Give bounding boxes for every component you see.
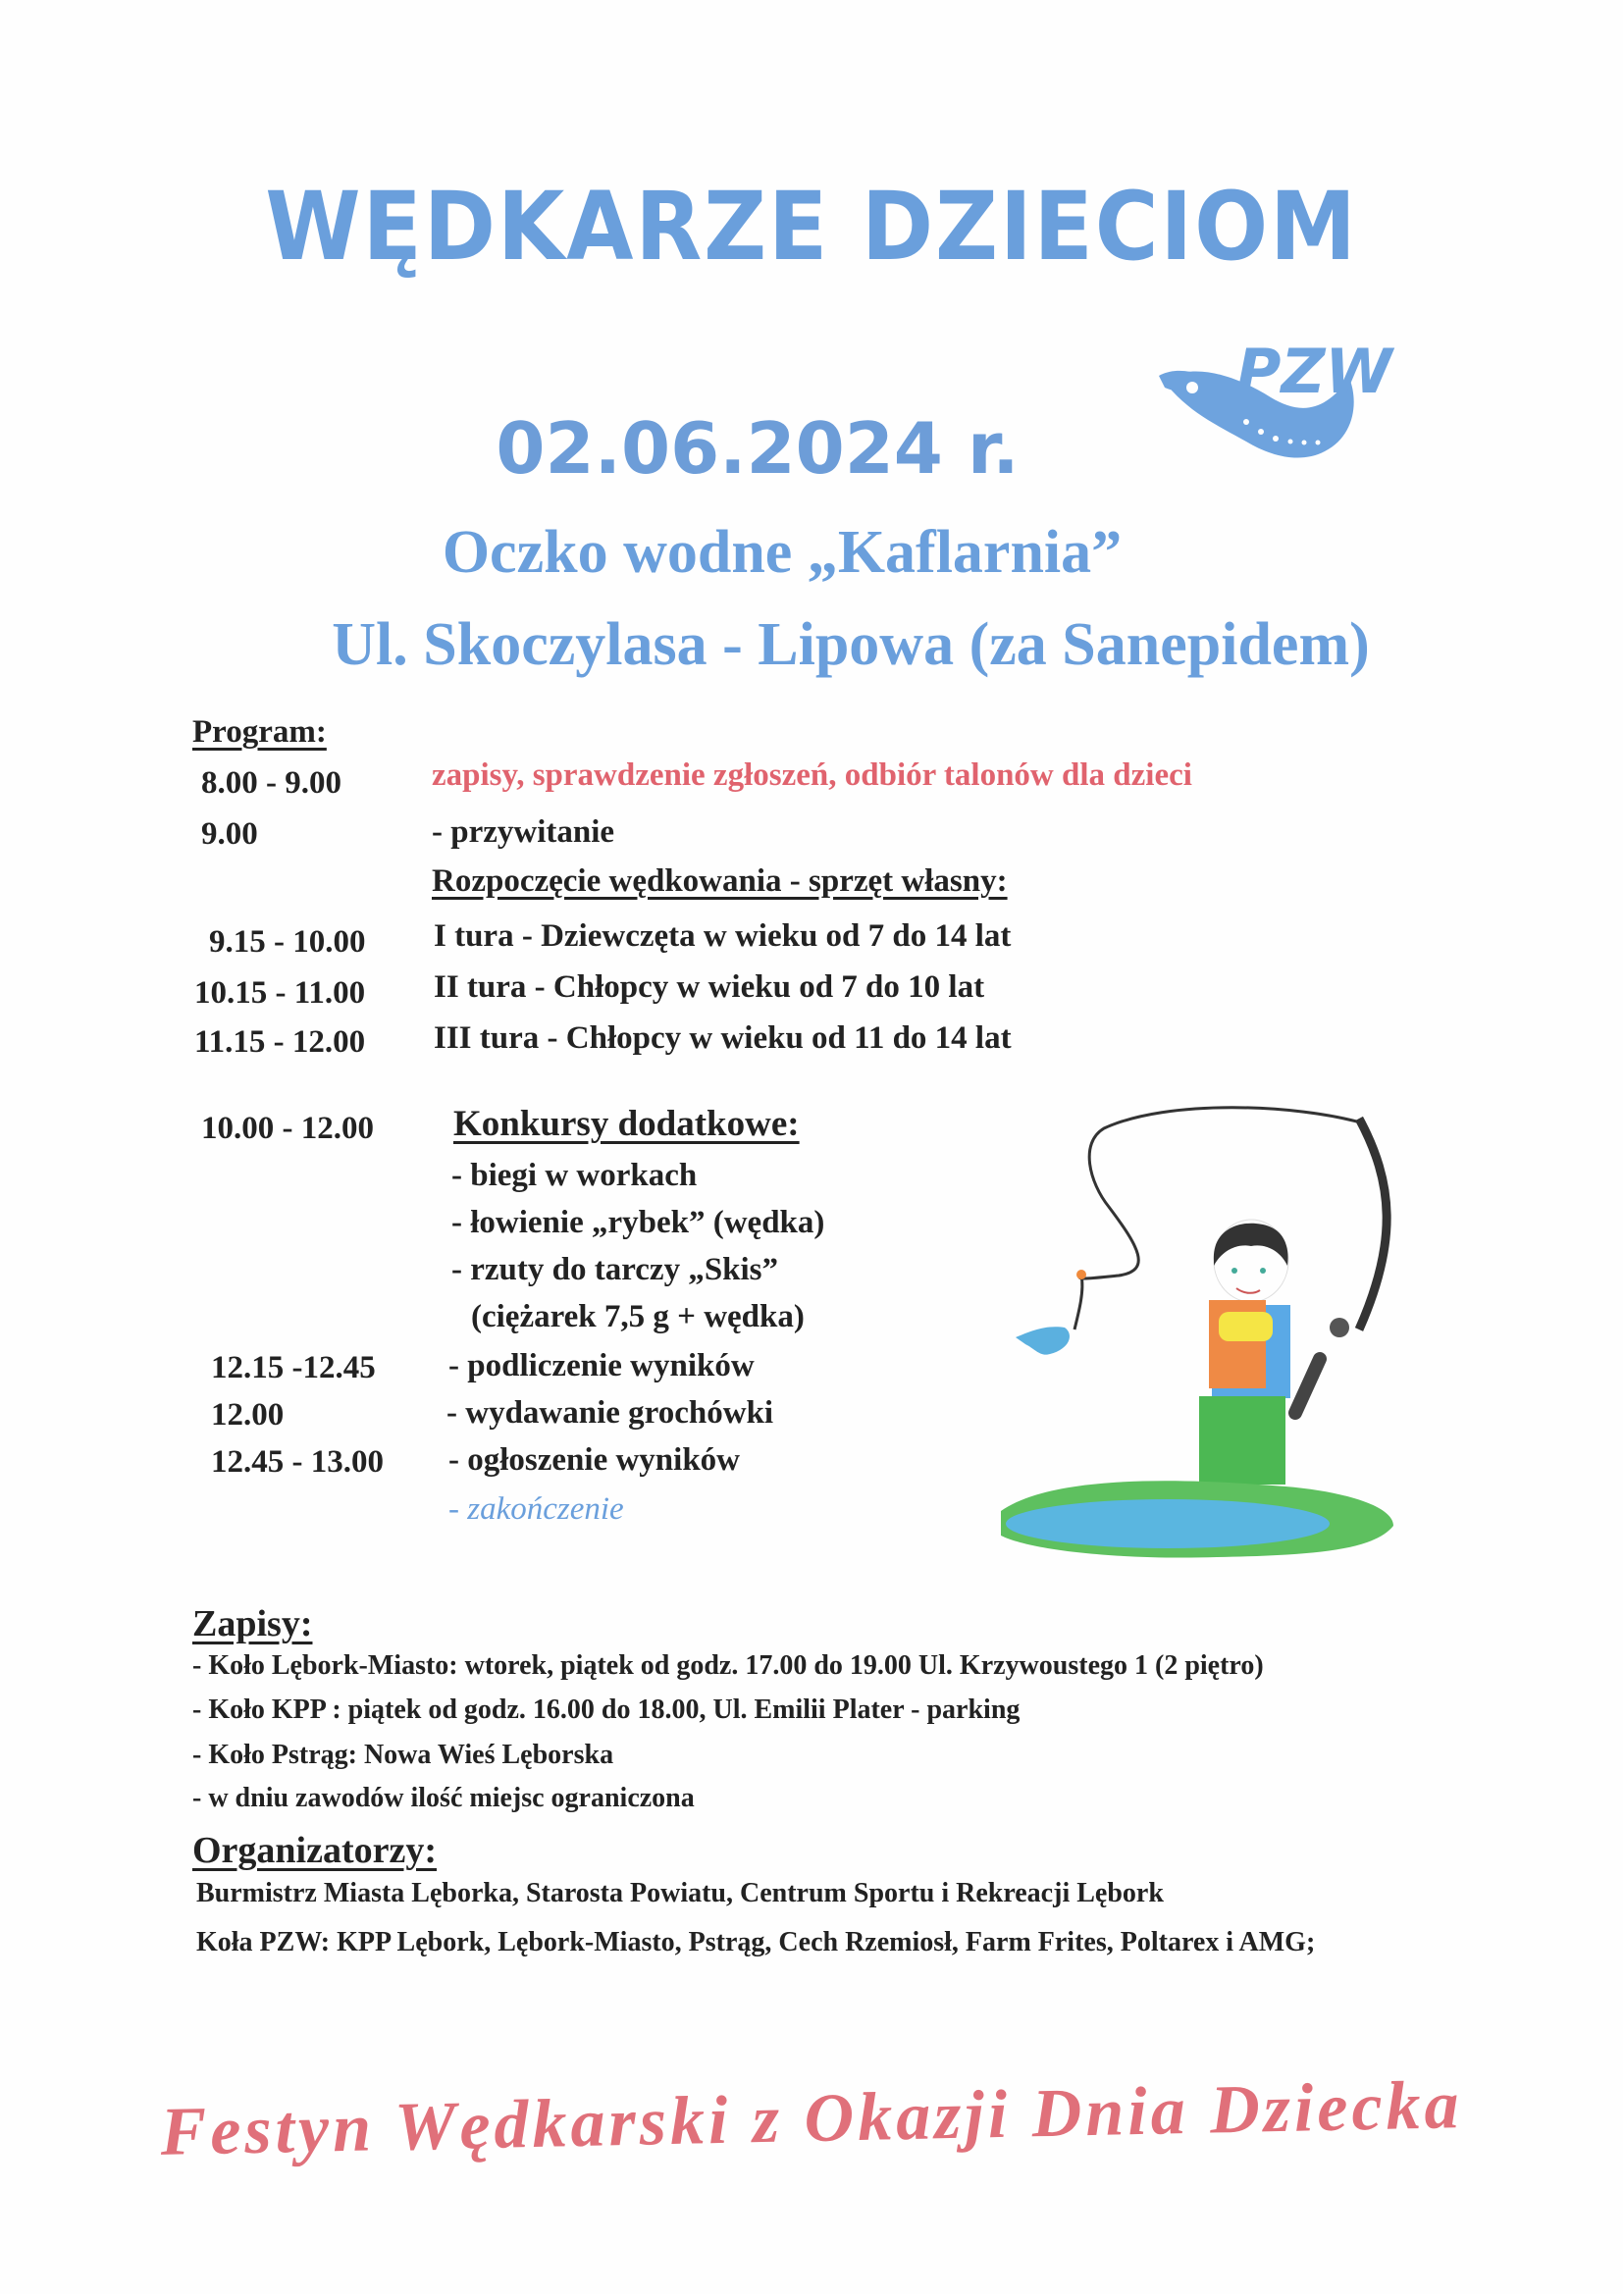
program-text: zapisy, sprawdzenie zgłoszeń, odbiór talonów dla dzieci: [432, 757, 1192, 793]
venue-name: Oczko wodne „Kaflarnia”: [442, 519, 1123, 586]
contest-item: - łowienie „rybek” (wędka): [451, 1205, 825, 1240]
closing-text: - wydawanie grochówki: [446, 1395, 774, 1431]
flyer-title: WĘDKARZE DZIECIOM: [265, 172, 1358, 282]
tour-text: I tura - Dziewczęta w wieku od 7 do 14 lat: [434, 918, 1012, 954]
closing-text: - podliczenie wyników: [448, 1348, 755, 1383]
closing-end: - zakończenie: [448, 1491, 624, 1527]
organizers-heading: Organizatorzy:: [192, 1830, 438, 1871]
registration-line: - Koło KPP : piątek od godz. 16.00 do 18.00, Ul. Emilii Plater - parking: [192, 1694, 1021, 1725]
registration-line: - Koło Lębork-Miasto: wtorek, piątek od godz. 17.00 do 19.00 Ul. Krzywoustego 1 (2 piętro): [192, 1650, 1264, 1681]
organizers-line: Koła PZW: KPP Lębork, Lębork-Miasto, Pstrąg, Cech Rzemiosł, Farm Frites, Poltarex i AMG;: [196, 1927, 1316, 1957]
tour-text: III tura - Chłopcy w wieku od 11 do 14 lat: [434, 1020, 1012, 1056]
program-time: 8.00 - 9.00: [201, 765, 341, 801]
venue-address: Ul. Skoczylasa - Lipowa (za Sanepidem): [332, 611, 1370, 678]
closing-time: 12.15 -12.45: [211, 1350, 376, 1385]
program-time: 9.00: [201, 816, 258, 852]
contest-item: (ciężarek 7,5 g + wędka): [471, 1299, 805, 1334]
contest-item: - biegi w workach: [451, 1158, 698, 1193]
contest-item: - rzuty do tarczy „Skis”: [451, 1252, 779, 1287]
tour-time: 11.15 - 12.00: [194, 1024, 366, 1060]
fishing-heading: Rozpoczęcie wędkowania - sprzęt własny:: [432, 863, 1008, 899]
boy-fishing-illustration: [971, 1074, 1413, 1560]
registration-line: - Koło Pstrąg: Nowa Wieś Lęborska: [192, 1740, 614, 1770]
tour-text: II tura - Chłopcy w wieku od 7 do 10 lat: [434, 969, 985, 1005]
program-text: - przywitanie: [432, 814, 615, 850]
registration-line: - w dniu zawodów ilość miejsc ograniczona: [192, 1783, 695, 1813]
tour-time: 9.15 - 10.00: [209, 924, 366, 960]
tour-time: 10.15 - 11.00: [194, 975, 366, 1011]
svg-text:PZW: PZW: [1236, 336, 1392, 407]
contests-heading: Konkursy dodatkowe:: [453, 1104, 800, 1144]
organizers-line: Burmistrz Miasta Lęborka, Starosta Powiatu, Centrum Sportu i Rekreacji Lębork: [196, 1878, 1164, 1908]
program-heading: Program:: [192, 714, 327, 750]
contests-time: 10.00 - 12.00: [201, 1111, 374, 1146]
closing-time: 12.45 - 13.00: [211, 1444, 384, 1480]
closing-text: - ogłoszenie wyników: [448, 1442, 740, 1478]
closing-time: 12.00: [211, 1397, 285, 1433]
event-date: 02.06.2024 r.: [496, 407, 1020, 490]
footer-slogan: Festyn Wędkarski z Okazji Dnia Dziecka: [159, 2067, 1464, 2170]
registration-heading: Zapisy:: [192, 1603, 313, 1644]
